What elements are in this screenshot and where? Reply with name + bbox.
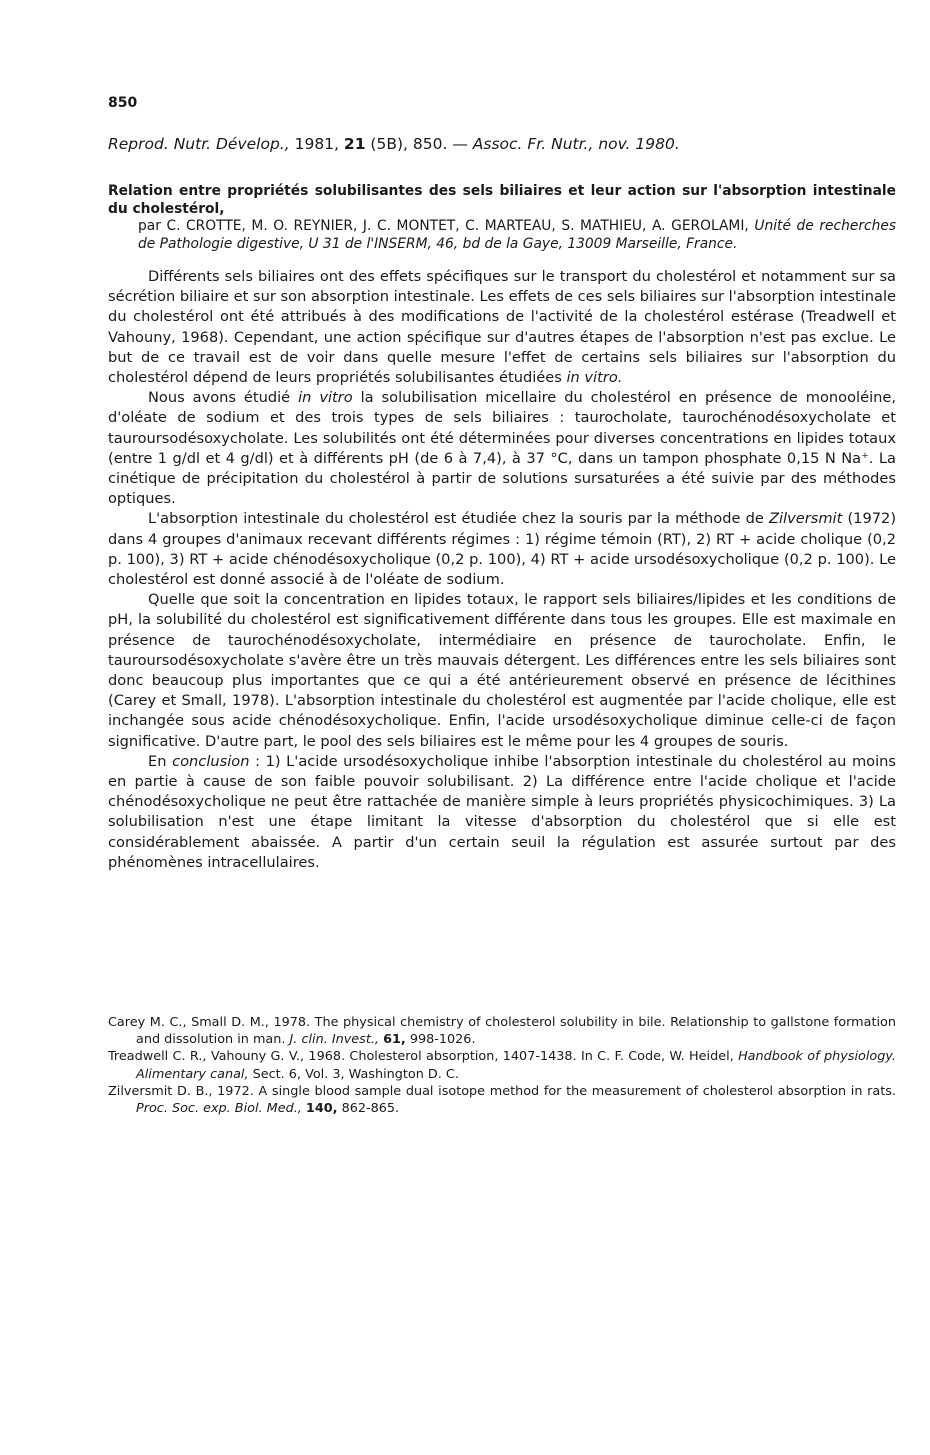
article-title: Relation entre propriétés solubilisantes des sels biliaires et leur action sur l'absorption intestinale du cholestérol,	[108, 183, 896, 217]
paragraph-2-start: Nous avons étudié	[148, 389, 291, 407]
reference-authors: Zilversmit D. B., 1972.	[108, 1083, 254, 1099]
reference-pages: Sect. 6, Vol. 3, Washington D. C.	[252, 1066, 459, 1082]
reference-pages: 862-865.	[341, 1101, 400, 1117]
paragraph-5-text: : 1) L'acide ursodésoxycholique inhibe l'absorption intestinale du cholestérol au moins en partie à cause de son faible pouvoir solubilisant. 2) La différence entre l'acide cholique et l'acide chénodésoxycholique ne peut être rattachée de manière simple à leurs propriétés physicochimiques. 3) La solubilisation n'est une étape limitant la vitesse d'absorption du cholestérol que si elle est considérablement abaissée. A partir d'un certain seuil la régulation est assurée surtout par des phénomènes intracellulaires.	[108, 752, 897, 871]
page-number: 850	[108, 95, 138, 111]
article-authors: par C. CROTTE, M. O. REYNIER, J. C. MONTET, C. MARTEAU, S. MATHIEU, A. GEROLAMI,	[138, 218, 749, 234]
article-affiliation: Unité de recherches de Pathologie digestive, U 31 de l'INSERM, 46, bd de la Gaye, 13009 Marseille, France.	[138, 218, 897, 252]
references	[108, 1014, 896, 1117]
paragraph-5	[108, 752, 896, 873]
reference-pages: 998-1026.	[409, 1032, 476, 1048]
reference-title: The physical chemistry of cholesterol solubility in bile. Relationship to gallstone formation and dissolution in man.	[136, 1015, 896, 1048]
article-header	[108, 183, 896, 253]
journal-name: Reprod. Nutr. Dévelop.,	[108, 135, 290, 153]
reference-volume: 61,	[383, 1032, 406, 1048]
reference-item	[108, 1048, 896, 1082]
journal-citation	[108, 135, 680, 153]
reference-journal: Proc. Soc. exp. Biol. Med.,	[136, 1101, 302, 1117]
paragraph-1-text: Différents sels biliaires ont des effets spécifiques sur le transport du cholestérol et notamment sur sa sécrétion biliaire et sur son absorption intestinale. Les effets de ces sels biliaires sur l'absorption intestinale du cholestérol ont été attribués à des modifications de l'activité de la cholestérol estérase (Treadwell et Vahouny, 1968). Cependant, une action spécifique sur d'autres étapes de l'absorption n'est pas exclue. Le but de ce travail est de voir dans quelle mesure l'effet de certains sels biliaires sur l'absorption du cholestérol dépend de leurs propriétés solubilisantes étudiées	[108, 268, 896, 387]
journal-year: 1981,	[294, 135, 339, 153]
paragraph-3-italic: Zilversmit	[769, 510, 843, 528]
reference-volume: 140,	[305, 1101, 338, 1117]
reference-authors: Carey M. C., Small D. M., 1978.	[108, 1015, 311, 1030]
reference-title: A single blood sample dual isotope method for the measurement of cholesterol absorption in rats.	[258, 1083, 897, 1099]
reference-title: Cholesterol absorption, 1407-1438. In C. F. Code, W. Heidel,	[349, 1049, 734, 1065]
article-authors-block	[108, 218, 896, 253]
paragraph-2-italic: in vitro	[298, 389, 353, 407]
paragraph-3-text: (1972) dans 4 groupes d'animaux recevant différents régimes : 1) régime témoin (RT), 2) RT + acide cholique (0,2 p. 100), 3) RT + acide chénodésoxycholique (0,2 p. 100), 4) RT + acide ursodésoxycholique (0,2 p. 100). Le cholestérol est donné associé à de l'oléate de sodium.	[108, 510, 897, 589]
paragraph-3-start: L'absorption intestinale du cholestérol est étudiée chez la souris par la méthode de	[148, 510, 764, 528]
reference-item	[108, 1083, 896, 1117]
journal-assoc: Assoc. Fr. Nutr., nov. 1980.	[472, 135, 680, 153]
journal-issue: (5B), 850.	[370, 135, 448, 153]
paragraph-5-italic: conclusion	[172, 752, 250, 770]
reference-authors: Treadwell C. R., Vahouny G. V., 1968.	[108, 1049, 346, 1065]
paragraph-3	[108, 509, 896, 590]
paragraph-1-end: in vitro.	[566, 369, 623, 387]
article-body	[108, 267, 896, 873]
paragraph-4-text: Quelle que soit la concentration en lipides totaux, le rapport sels biliaires/lipides et les conditions de pH, la solubilité du cholestérol est significativement différente dans tous les groupes. Elle est maximale en présence de taurochénodésoxycholate, intermédiaire en présence de taurocholate. Enfin, le tauroursodésoxycholate s'avère être un très mauvais détergent. Les différences entre les sels biliaires sont donc beaucoup plus importantes que ce qui a été antérieurement observé en présence de lécithines (Carey et Small, 1978). L'absorption intestinale du cholestérol est augmentée par l'acide cholique, elle est inchangée sous acide chénodésoxycholique. Enfin, l'acide ursodésoxycholique diminue celle-ci de façon significative. D'autre part, le pool des sels biliaires est le même pour les 4 groupes de souris.	[108, 591, 896, 750]
journal-dash: —	[452, 135, 468, 153]
paragraph-4	[108, 590, 896, 752]
reference-item	[108, 1014, 896, 1048]
reference-journal: J. clin. Invest.,	[289, 1032, 379, 1048]
reference-journal: Handbook of physiology. Alimentary canal,	[136, 1049, 896, 1082]
paragraph-1	[108, 267, 896, 388]
article-title-line	[108, 183, 896, 218]
paragraph-5-start: En	[148, 752, 167, 770]
journal-volume: 21	[343, 135, 366, 153]
paragraph-2-text: la solubilisation micellaire du cholestérol en présence de monooléine, d'oléate de sodium et des trois types de sels biliaires : taurocholate, taurochénodésoxycholate et tauroursodésoxycholate. Les solubilités ont été déterminées pour diverses concentrations en lipides totaux (entre 1 g/dl et 4 g/dl) et à différents pH (de 6 à 7,4), à 37 °C, dans un tampon phosphate 0,15 N Na⁺. La cinétique de précipitation du cholestérol à partir de solutions sursaturées a été suivie par des méthodes optiques.	[108, 389, 896, 508]
paragraph-2	[108, 388, 896, 509]
